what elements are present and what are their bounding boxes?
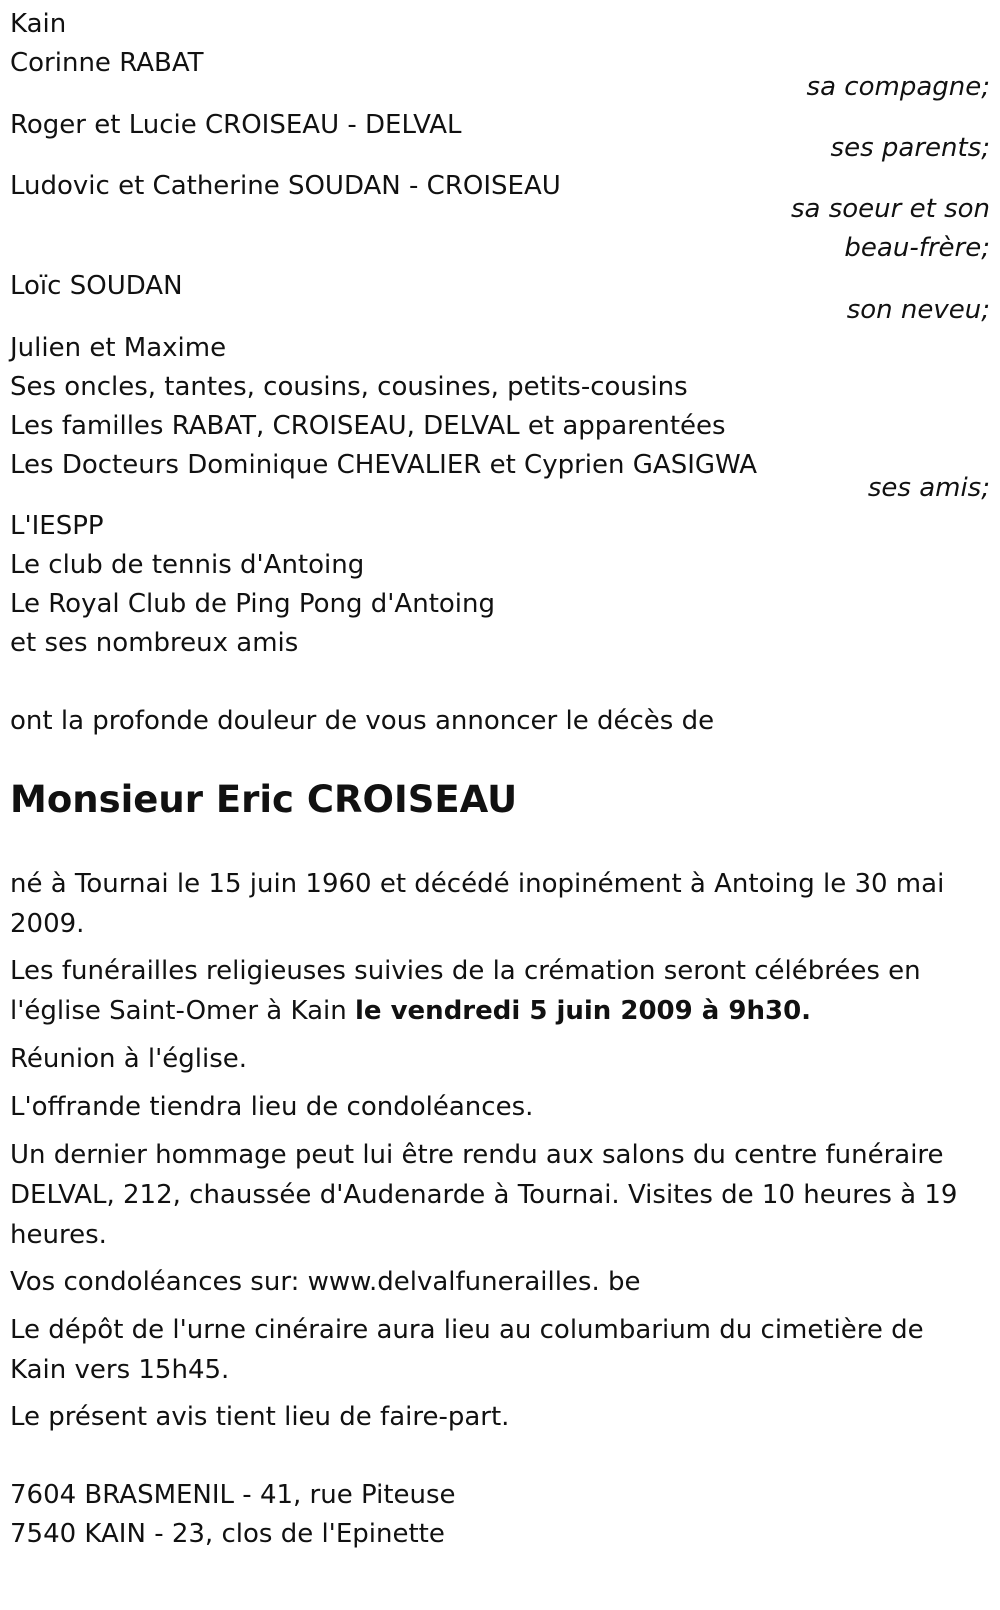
address-line: 7540 KAIN - 23, clos de l'Epinette [10,1519,445,1549]
companion-name: Corinne RABAT [10,48,204,78]
sister-role-line-1: sa soeur et son [790,194,990,224]
funeral-date: le vendredi 5 juin 2009 à 9h30. [355,996,812,1026]
friends-line: Ses oncles, tantes, cousins, cousines, petits-cousins [10,372,688,402]
funeral-text: Les funérailles religieuses suivies de la crémation seront célébrées en l'église Saint-Omer à Kain [10,956,921,1026]
friends-line: Les familles RABAT, CROISEAU, DELVAL et apparentées [10,411,726,441]
others-line: Le Royal Club de Ping Pong d'Antoing [10,589,495,619]
announcement-line: ont la profonde douleur de vous annoncer le décès de [10,706,715,736]
others-line: Le club de tennis d'Antoing [10,550,365,580]
notice-paragraph: Le présent avis tient lieu de faire-part. [10,1402,510,1432]
nephew-name: Loïc SOUDAN [10,271,183,301]
others-line: et ses nombreux amis [10,628,299,658]
deceased-name-heading: Monsieur Eric CROISEAU [10,778,518,821]
meeting-paragraph: Réunion à l'église. [10,1044,248,1074]
offering-paragraph: L'offrande tiendra lieu de condoléances. [10,1092,534,1122]
address-line: 7604 BRASMENIL - 41, rue Piteuse [10,1480,456,1510]
companion-role: sa compagne; [806,72,990,102]
place-line: Kain [10,9,67,39]
parents-name: Roger et Lucie CROISEAU - DELVAL [10,110,462,140]
tribute-paragraph: Un dernier hommage peut lui être rendu aux salons du centre funéraire DELVAL, 212, chaussée d'Audenarde à Tournai. Visites de 10 heures à 19 heures. [10,1140,958,1250]
sister-name: Ludovic et Catherine SOUDAN - CROISEAU [10,171,561,201]
sister-role-line-2: beau-frère; [844,233,990,263]
friends-role: ses amis; [867,473,990,503]
friends-line: Les Docteurs Dominique CHEVALIER et Cyprien GASIGWA [10,450,758,480]
nephew-role: son neveu; [846,295,990,325]
funeral-paragraph [10,951,975,1031]
condolences-paragraph: Vos condoléances sur: www.delvalfunerailles. be [10,1267,641,1297]
others-line: L'IESPP [10,511,104,541]
parents-role: ses parents; [830,133,990,163]
birth-death-paragraph: né à Tournai le 15 juin 1960 et décédé inopinément à Antoing le 30 mai 2009. [10,869,945,939]
friends-line: Julien et Maxime [10,333,227,363]
urn-paragraph: Le dépôt de l'urne cinéraire aura lieu au columbarium du cimetière de Kain vers 15h45. [10,1315,924,1385]
